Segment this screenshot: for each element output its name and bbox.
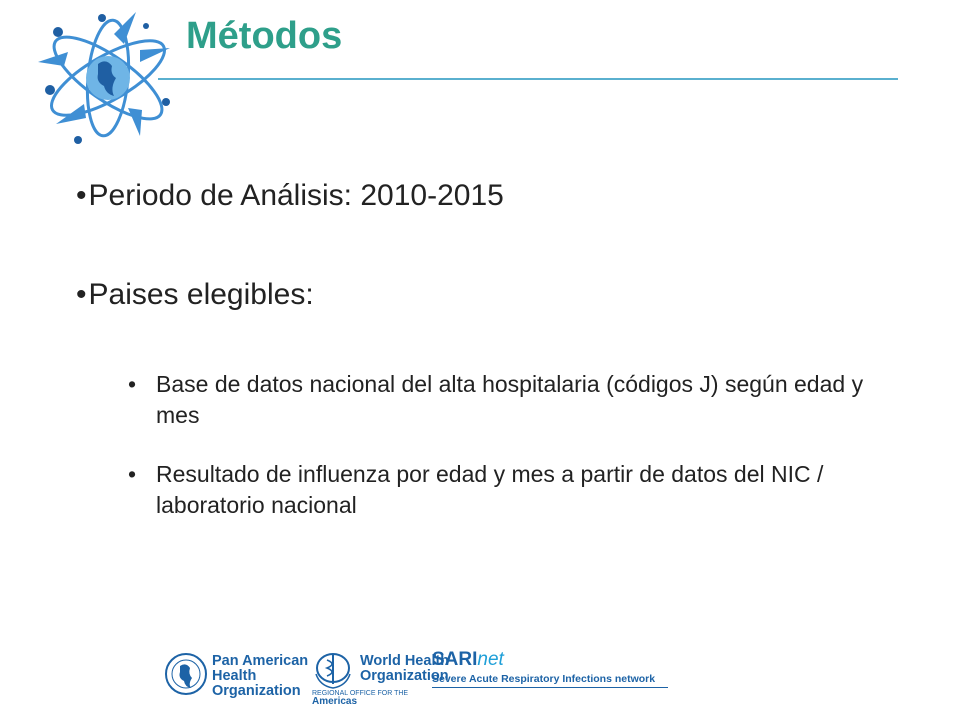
bullet-text: Paises elegibles: — [88, 278, 314, 311]
who-americas-label: Americas — [312, 696, 358, 707]
sarinet-subtitle: Severe Acute Respiratory Infections network — [432, 673, 656, 685]
who-line-1: World Health — [360, 653, 450, 669]
sarinet-underline — [432, 687, 668, 688]
paho-emblem — [164, 652, 208, 696]
sarinet-wordmark — [432, 649, 504, 671]
paho-line-2: Health — [212, 668, 257, 684]
sub-bullet-marker: • — [128, 461, 137, 487]
who-emblem — [310, 650, 356, 690]
footer-logos — [160, 644, 680, 708]
bullet-text: Periodo de Análisis: 2010-2015 — [88, 179, 504, 212]
sub-bullet-marker: • — [128, 371, 137, 397]
sari-suffix: net — [477, 649, 504, 670]
who-regional-label: REGIONAL OFFICE FOR THE — [312, 690, 409, 697]
sub-bullet-text: Resultado de influenza por edad y mes a partir de datos del NIC / laboratorio nacional — [156, 461, 824, 518]
sub-bullet-text: Base de datos nacional del alta hospitalaria (códigos J) según edad y mes — [156, 371, 864, 428]
sub-bullet-discharge-database — [128, 369, 868, 431]
bullet-marker: • — [76, 278, 87, 311]
title-divider — [158, 78, 898, 80]
bullet-eligible-countries — [76, 278, 314, 313]
slide-title: Métodos — [186, 15, 343, 57]
sarinet-globe-logo — [28, 4, 178, 150]
paho-line-3: Organization — [212, 683, 301, 699]
sari-prefix: SARI — [432, 649, 478, 670]
sub-bullet-influenza-results — [128, 459, 868, 521]
bullet-marker: • — [76, 179, 87, 212]
who-line-2: Organization — [360, 668, 449, 684]
bullet-analysis-period — [76, 179, 504, 214]
paho-line-1: Pan American — [212, 653, 309, 669]
paho-name — [212, 654, 308, 699]
